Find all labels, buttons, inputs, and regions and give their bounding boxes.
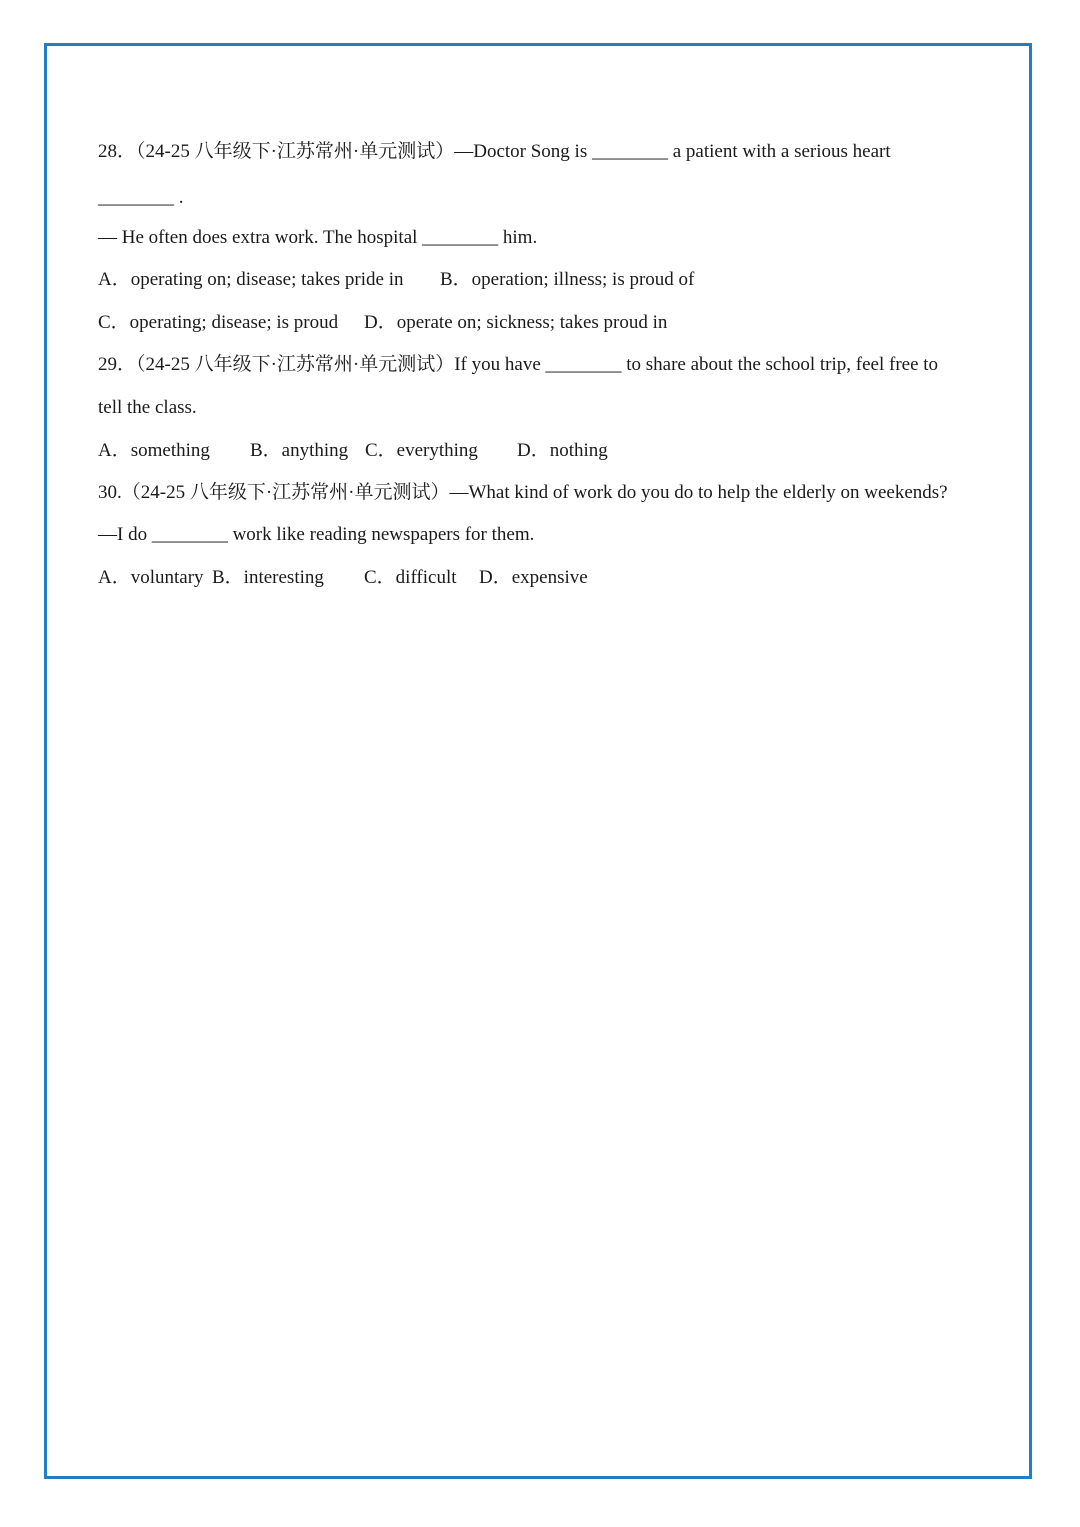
question-28-options-row-1 <box>98 268 694 292</box>
option-c: C．everything <box>365 440 478 461</box>
question-29-stem-line-2: tell the class. <box>98 397 197 418</box>
option-b: B．anything <box>250 440 349 461</box>
question-28-stem-line-1: 28．（24-25 八年级下·江苏常州·单元测试）—Doctor Song is ________ a patient with a serious heart <box>98 141 891 162</box>
question-30-stem-line-1: 30.（24-25 八年级下·江苏常州·单元测试）—What kind of work do you do to help the elderly on weekends? <box>98 482 948 503</box>
option-a: A．something <box>98 440 210 461</box>
question-29-options-row <box>98 439 608 463</box>
option-a: A．voluntary <box>98 567 204 588</box>
option-c: C．difficult <box>364 567 457 588</box>
question-28-options-row-2 <box>98 311 667 335</box>
option-b: B．operation; illness; is proud of <box>440 269 695 290</box>
option-a: A．operating on; disease; takes pride in <box>98 269 404 290</box>
option-d: D．operate on; sickness; takes proud in <box>364 312 668 333</box>
question-28-stem-line-2: ________ . <box>98 187 184 208</box>
option-d: D．expensive <box>479 567 588 588</box>
option-d: D．nothing <box>517 440 608 461</box>
page-border <box>44 43 1032 1479</box>
option-b: B．interesting <box>212 567 324 588</box>
question-30-options-row <box>98 566 588 590</box>
question-29-stem-line-1: 29．（24-25 八年级下·江苏常州·单元测试）If you have ________ to share about the school trip, feel free to <box>98 354 939 375</box>
question-28-stem-line-3: — He often does extra work. The hospital ________ him. <box>98 227 538 248</box>
question-30-stem-line-2: —I do ________ work like reading newspapers for them. <box>98 524 535 545</box>
option-c: C．operating; disease; is proud <box>98 312 339 333</box>
